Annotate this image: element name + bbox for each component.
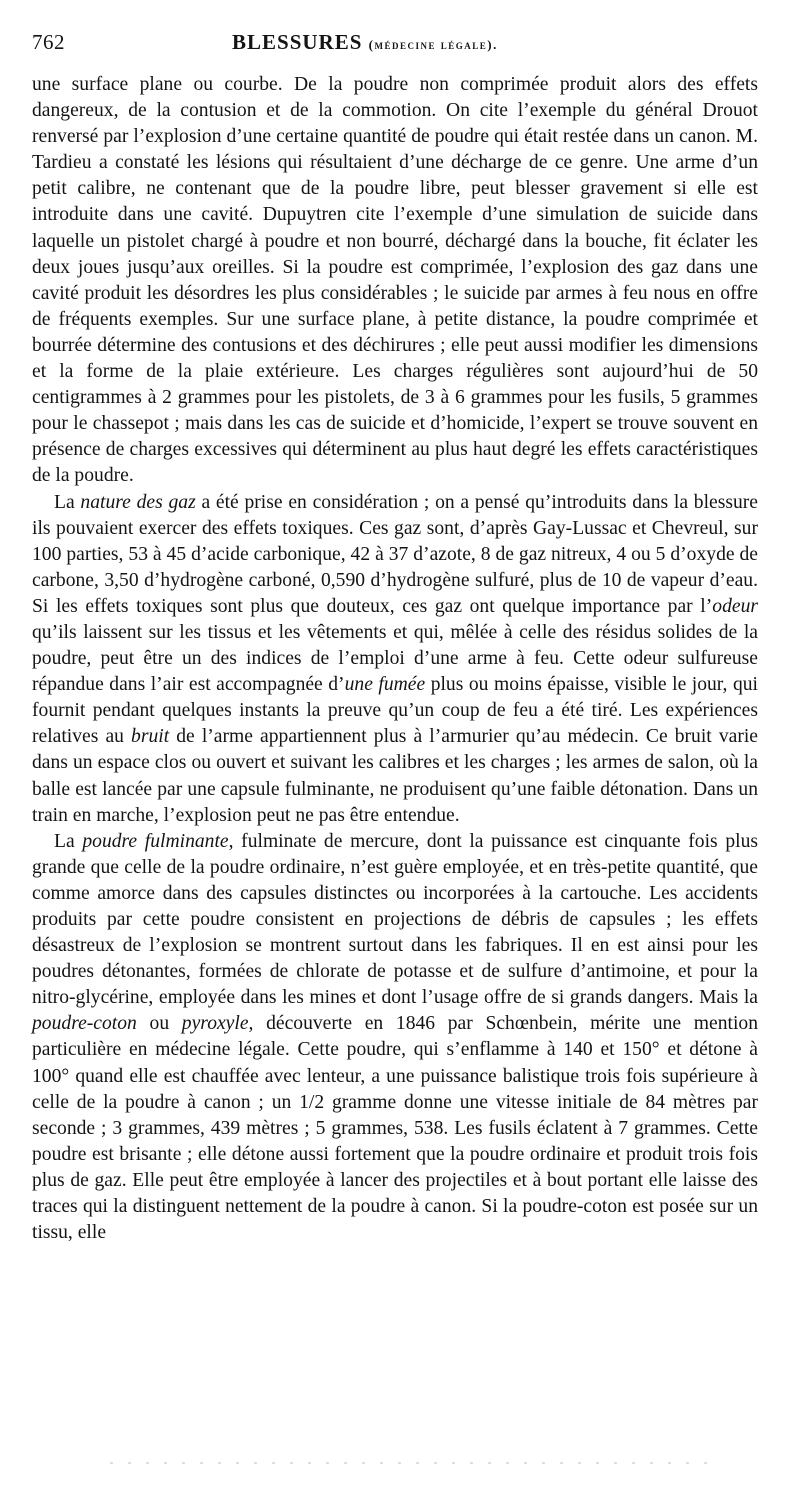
running-title-subtitle: (médecine légale). <box>368 37 498 52</box>
running-title-main: BLESSURES <box>232 30 363 54</box>
italic-term: une fumée <box>344 674 426 696</box>
text-run: qu’ils laissent sur les tissus et les vêtements et qui, mêlée à celle des résidus solides de la poudre, peut être un des indices de l’emploi d’une arme à feu. Cette odeur sulfureuse répandue dans l’air est accompagnée d’ <box>32 621 758 696</box>
italic-term: poudre fulminante <box>82 830 229 852</box>
text-run: , découverte en 1846 par Schœnbein, mérite une mention particulière en médecine légale. Cette poudre, qui s’enflamme à 140 et 150° et détone à 100° quand elle est chauffée avec lenteur, a une puissance balistique trois fois supérieure à celle de la poudre à canon ; un 1/2 gramme donne une vitesse initiale de 84 mètres par seconde ; 3 grammes, 439 mètres ; 5 grammes, 538. Les fusils éclatent à 7 grammes. Cette poudre est brisante ; elle détone aussi fortement que la poudre ordinaire et produit trois fois plus de gaz. Elle peut être employée à lancer des projectiles et à bout portant elle laisse des traces qui la distinguent nettement de la poudre à canon. Si la poudre-coton est posée sur un tissu, elle <box>32 1013 758 1244</box>
paragraph-1 <box>32 72 758 490</box>
body-text <box>32 72 758 1246</box>
page-number: 762 <box>32 30 65 54</box>
italic-term: bruit <box>131 726 170 748</box>
footer-bleedthrough <box>110 1462 710 1464</box>
document-page <box>32 30 758 1246</box>
paragraph-3 <box>32 829 758 1247</box>
text-run: plus ou moins épaisse, visible le jour, qui fournit pendant quelques instants la preuve qu’un coup de feu a été tiré. Les expériences relatives au <box>32 674 758 748</box>
running-title <box>232 30 498 55</box>
text-run: ou <box>136 1013 182 1035</box>
text-run: a été prise en considération ; on a pensé qu’introduits dans la blessure ils pouvaient exercer des effets toxiques. Ces gaz sont, d’après Gay-Lussac et Chevreul, sur 100 parties, 53 à 45 d’acide carbonique, 42 à 37 d’azote, 8 de gaz nitreux, 4 ou 5 d’oxyde de carbone, 3,50 d’hydrogène carboné, 0,590 d’hydrogène sulfuré, plus de 10 de vapeur d’eau. Si les effets toxiques sont plus que douteux, ces gaz ont quelque importance par l’ <box>32 491 758 617</box>
text-run: une surface plane ou courbe. De la poudre non comprimée produit alors des effets dangereux, de la contusion et de la commotion. On cite l’exemple du général Drouot renversé par l’explosion d’une certaine quantité de poudre qui était restée dans un canon. M. Tardieu a constaté les lésions qui résultaient d’une décharge de ce genre. Une arme d’un petit calibre, ne contenant que de la poudre libre, peut blesser gravement si elle est introduite dans une cavité. Dupuytren cite l’exemple d’une simulation de suicide dans laquelle un pistolet chargé à poudre et non bourré, déchargé dans la bouche, fit éclater les deux joues jusqu’aux oreilles. Si la poudre est comprimée, l’explosion des gaz dans une cavité produit les désordres les plus considérables ; le suicide par armes à feu nous en offre de fréquents exemples. Sur une surface plane, à petite distance, la poudre comprimée et bourrée détermine des contusions et des déchirures ; elle peut aussi modifier les dimensions et la forme de la plaie extérieure. Les charges régulières sont aujourd’hui de 50 centigrammes à 2 grammes pour les pistolets, de 3 à 6 grammes pour les fusils, 5 grammes pour le chassepot ; mais dans les cas de suicide et d’homicide, l’expert se trouve souvent en présence de charges excessives qui déterminent au plus haut degré les effets caractéristiques de la poudre. <box>32 74 758 487</box>
page-header <box>32 30 758 58</box>
italic-term: pyroxyle <box>181 1013 249 1035</box>
italic-term: nature des gaz <box>80 491 196 513</box>
text-run: de l’arme appartiennent plus à l’armurier qu’au médecin. Ce bruit varie dans un espace clos ou ouvert et suivant les calibres et les charges ; les armes de salon, où la balle est lancée par une capsule fulminante, ne produisent qu’une faible détonation. Dans un train en marche, l’explosion peut ne pas être entendue. <box>32 726 758 826</box>
text-run: La <box>54 491 81 513</box>
italic-term: odeur <box>712 595 758 617</box>
italic-term: poudre-coton <box>32 1013 137 1035</box>
paragraph-2 <box>32 490 758 829</box>
text-run: La <box>54 830 83 852</box>
text-run: , fulminate de mercure, dont la puissance est cinquante fois plus grande que celle de la poudre ordinaire, n’est guère employée, et en très-petite quantité, que comme amorce dans des capsules distinctes ou incorporées à la cartouche. Les accidents produits par cette poudre consistent en projections de débris de capsules ; les effets désastreux de l’explosion se montrent surtout dans les fabriques. Il en est ainsi pour les poudres détonantes, formées de chlorate de potasse et de sulfure d’antimoine, et pour la nitro-glycérine, employée dans les mines et dont l’usage offre de si grands dangers. Mais la <box>32 830 758 1009</box>
